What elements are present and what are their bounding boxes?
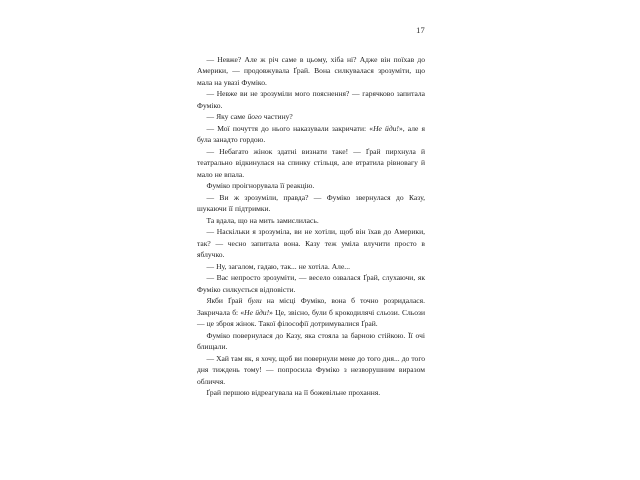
- paragraph: [197, 387, 425, 398]
- emphasis-run: його: [247, 112, 262, 122]
- text-run: — Вас непросто зрозуміти, — весело озвалася Ґрай, слухаючи, як Фуміко силкується відповісти.: [197, 273, 425, 294]
- paragraph: [197, 272, 425, 295]
- paragraph: [197, 226, 425, 260]
- paragraph: [197, 215, 425, 226]
- text-run: — Мої почуття до нього наказували закричати: «: [206, 123, 374, 133]
- body-text-column: [197, 54, 425, 399]
- text-run: » Це, звісно, були б крокодилячі сльози. Сльози — це зброя жінок. Такої філософії дотримувалися Ґрай.: [197, 307, 425, 329]
- text-run: на місці Фуміко, вона б точно розридалася. Закричала б: «: [197, 296, 425, 317]
- text-run: Якби Ґрай: [206, 296, 248, 306]
- text-run: — Невже? Але ж річ саме в цьому, хіба ні? Адже він поїхав до Америки, — продовжувала Ґрай. Вона силкувалася зрозуміти, що мала на увазі Фуміко.: [197, 55, 425, 87]
- text-run: — Ну, загалом, гадаю, так... не хотіла. Але...: [206, 261, 350, 271]
- paragraph: [197, 295, 425, 329]
- text-run: — Хай там як, я хочу, щоб ви повернули мене до того дня... до того дня тиждень тому! — попросила Фуміко з незворушним виразом обличчя.: [197, 353, 426, 386]
- paragraph: [197, 88, 425, 111]
- text-run: — Ви ж зрозуміли, правда? — Фуміко звернулася до Казу, шукаючи її підтримки.: [197, 192, 425, 214]
- page-number: 17: [416, 25, 425, 35]
- text-run: — Наскільки я зрозуміла, ви не хотіли, щоб він їхав до Америки, так? — чесно запитала вона. Казу теж уміла влучити просто в яблучко.: [197, 227, 425, 260]
- emphasis-run: Не йди!: [244, 307, 270, 317]
- paragraph: [197, 54, 425, 88]
- text-run: Ґрай першою відреагувала на її божевільне прохання.: [206, 388, 381, 398]
- text-run: », але я була занадто гордою.: [197, 123, 425, 145]
- emphasis-run: Не йди!: [373, 123, 399, 133]
- text-run: Фуміко проігнорувала її реакцію.: [206, 181, 315, 191]
- emphasis-run: були: [247, 296, 262, 306]
- paragraph: [197, 111, 425, 122]
- text-run: Та вдала, що на мить замислилась.: [206, 215, 319, 225]
- text-run: частину?: [261, 112, 293, 122]
- paragraph: [197, 330, 425, 353]
- paragraph: [197, 261, 425, 272]
- text-run: Фуміко повернулася до Казу, яка стояла за барною стійкою. Її очі блищали.: [197, 330, 425, 352]
- text-run: — Яку саме: [206, 112, 248, 122]
- paragraph: [197, 192, 425, 215]
- text-run: — Невже ви не зрозуміли мого пояснення? — гарячково запитала Фуміко.: [197, 89, 425, 110]
- paragraph: [197, 180, 425, 191]
- text-run: — Небагато жінок здатні визнати таке! — Ґрай пирхнула й театрально відкинулася на спинку стільця, але втратила рівновагу й мало не впала.: [197, 146, 425, 179]
- paragraph: [197, 353, 425, 387]
- paragraph: [197, 123, 425, 146]
- paragraph: [197, 146, 425, 180]
